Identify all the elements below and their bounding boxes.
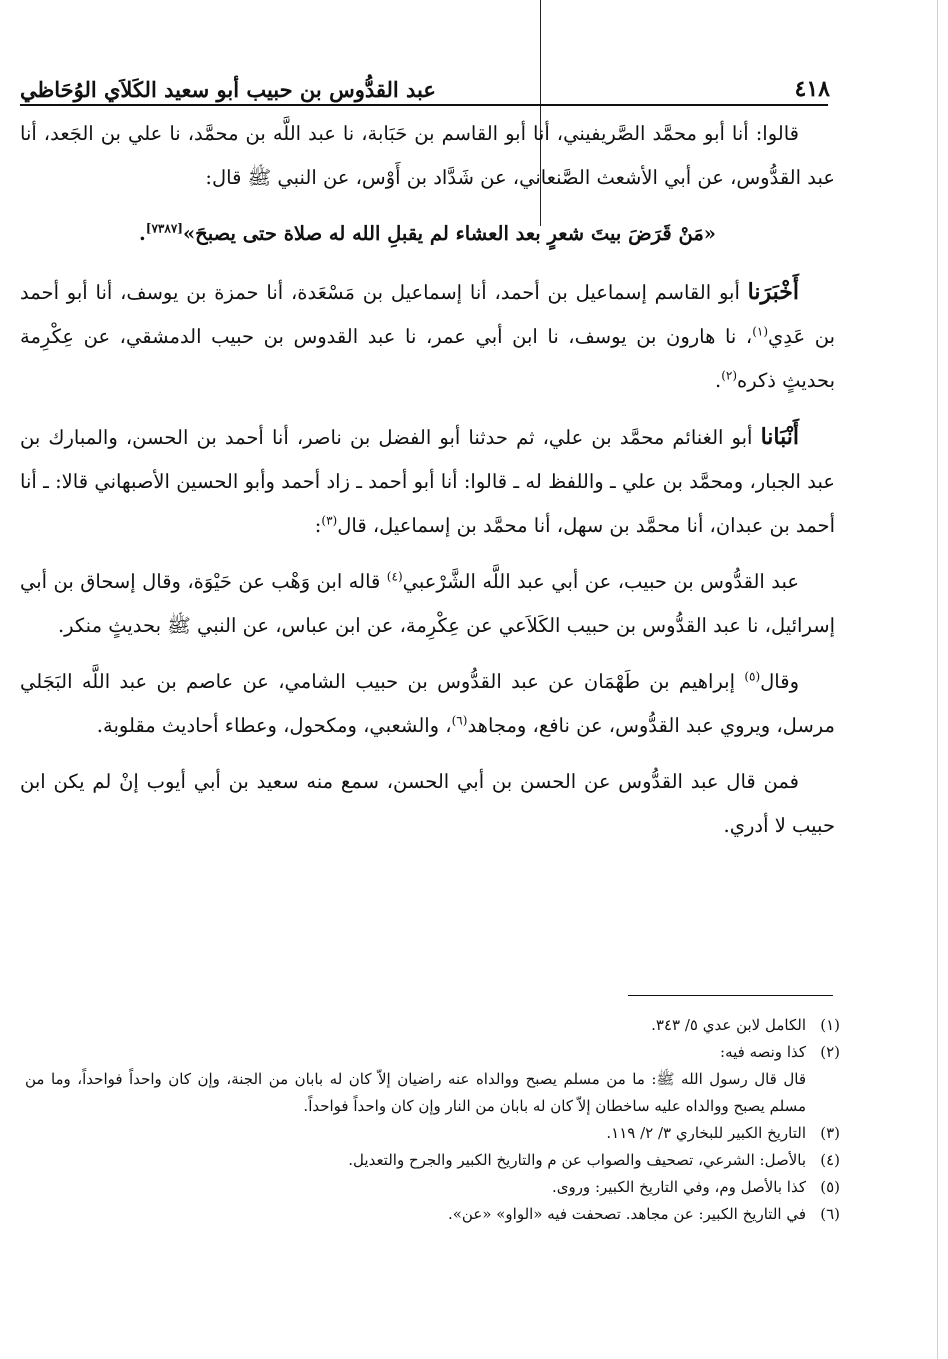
paragraph-5-text-b: إبراهيم بن طَهْمَان عن عبد القدُّوس بن حبيب الشامي، عن عاصم بن عبد اللَّه البَجَلي مرسل، ويروي عبد القدُّوس، عن نافع، ومجاهد xyxy=(20,670,835,737)
paragraph-2-text-c: . xyxy=(715,369,722,392)
footnote-ref-6[interactable]: (٦) xyxy=(451,713,468,728)
footnote-2-quote: قال قال رسول الله ﷺ: ما من مسلم يصبح ووالداه عنه راضيان إلاّ كان له بابان من الجنة، وإن كان واحداً فواحداً، وما من مسلم يصبح ووالداه عليه ساخطان إلاّ كان له بابان من النار وإن كان واحداً فواحداً. xyxy=(25,1070,806,1115)
footnote-1 xyxy=(25,1012,840,1039)
footnote-ref-5[interactable]: (٥) xyxy=(744,669,761,684)
footnote-text: كذا ونصه فيه: xyxy=(720,1043,806,1061)
footnote-4 xyxy=(25,1147,840,1174)
footnote-2 xyxy=(25,1039,840,1066)
footnote-ref-1[interactable]: (١) xyxy=(752,324,769,339)
paragraph-6-text: فمن قال عبد القدُّوس عن الحسن بن أبي الحسن، سمع منه سعيد بن أبي أيوب إنْ لم يكن ابن حبيب لا أدري. xyxy=(20,770,835,837)
paragraph-4-text-a: عبد القدُّوس بن حبيب، عن أبي عبد اللَّه الشَّرْعبي xyxy=(402,570,799,593)
paragraph-1 xyxy=(20,112,835,200)
footnote-ref-2[interactable]: (٢) xyxy=(721,368,738,383)
hadith-number: [٧٣٨٧] xyxy=(145,221,183,236)
paragraph-2-text-b: ، نا هارون بن يوسف، نا ابن أبي عمر، نا عبد القدوس بن حبيب الدمشقي، عن عِكْرِمة بحديثٍ ذكره xyxy=(20,325,835,392)
footnote-number: (٤) xyxy=(820,1151,840,1169)
running-title: عبد القدُّوس بن حبيب أبو سعيد الكَلاَي الوُحَاظي xyxy=(20,77,436,102)
footnote-number: (٢) xyxy=(820,1043,840,1061)
page-number: ٤١٨ xyxy=(794,76,830,102)
main-text xyxy=(20,112,835,860)
page-edge xyxy=(937,0,938,1359)
paragraph-2-lead: أَخْبَرَنا xyxy=(747,279,799,305)
footnote-text: التاريخ الكبير للبخاري ٣/ ٢/ ١١٩. xyxy=(606,1124,806,1142)
paragraph-2-text-a: أبو القاسم إسماعيل بن أحمد، أنا إسماعيل بن مَسْعَدة، أنا حمزة بن يوسف، أنا أبو أحمد بن عَدِي xyxy=(20,281,835,348)
paragraph-4-text-b: قاله ابن وَهْب عن حَيْوَة، وقال إسحاق بن أبي إسرائيل، نا عبد القدُّوس بن حبيب الكَلاَعي عن عِكْرِمة، عن ابن عباس، عن النبي ﷺ بحديثٍ منكر. xyxy=(20,570,835,637)
footnote-text: الكامل لابن عدي ٥/ ٣٤٣. xyxy=(651,1016,806,1034)
paragraph-3-text-b: : xyxy=(314,514,322,537)
footnote-number: (٣) xyxy=(820,1124,840,1142)
paragraph-5-text-a: وقال xyxy=(760,670,799,693)
hadith-text: «مَنْ قَرَضَ بيتَ شعرٍ بعد العشاء لم يقبلِ الله له صلاة حتى يصبحَ»[٧٣٨٧]. xyxy=(139,221,716,245)
paragraph-3-text-a: أبو الغنائم محمَّد بن علي، ثم حدثنا أبو الفضل بن ناصر، أنا أحمد بن الحسن، والمبارك بن عبد الجبار، ومحمَّد بن علي ـ واللفظ له ـ قالوا: أنا أبو أحمد ـ زاد أحمد وأبو الحسين الأصبهاني قالا: ـ أنا أحمد بن عبدان، أنا محمَّد بن سهل، أنا محمَّد بن إسماعيل، قال xyxy=(20,426,835,537)
paragraph-4 xyxy=(20,560,835,648)
paragraph-5 xyxy=(20,660,835,748)
header-rule xyxy=(20,104,828,106)
paragraph-1-text: قالوا: أنا أبو محمَّد الصَّريفيني، أنا أبو القاسم بن حَبَابة، نا عبد اللَّه بن محمَّد، نا علي بن الجَعد، أنا عبد القدُّوس، عن أبي الأشعث الصَّنعاني، عن شَدَّاد بن أَوْس، عن النبي ﷺ قال: xyxy=(20,122,835,189)
paragraph-6 xyxy=(20,760,835,848)
footnote-number: (٥) xyxy=(820,1178,840,1196)
footnote-ref-3[interactable]: (٣) xyxy=(321,513,338,528)
footnote-5 xyxy=(25,1174,840,1201)
paragraph-5-text-c: ، والشعبي، ومكحول، وعطاء أحاديث مقلوبة. xyxy=(96,714,452,737)
footnote-number: (٦) xyxy=(820,1205,840,1223)
footnote-number: (١) xyxy=(820,1016,840,1034)
footnote-text: كذا بالأصل وم، وفي التاريخ الكبير: وروى. xyxy=(551,1178,806,1196)
footnote-3 xyxy=(25,1120,840,1147)
paragraph-2 xyxy=(20,270,835,403)
hadith-quote: «مَنْ قَرَضَ بيتَ شعرٍ بعد العشاء لم يقبلِ الله له صلاة حتى يصبحَ» xyxy=(182,222,716,245)
footnote-separator xyxy=(628,995,833,996)
footnote-text: بالأصل: الشرعي، تصحيف والصواب عن م والتاريخ الكبير والجرح والتعديل. xyxy=(348,1151,806,1169)
paragraph-3 xyxy=(20,415,835,548)
page-header xyxy=(20,52,830,102)
footnote-6 xyxy=(25,1201,840,1228)
footnote-ref-4[interactable]: (٤) xyxy=(386,569,403,584)
footnotes xyxy=(25,1012,840,1228)
footnote-text: في التاريخ الكبير: عن مجاهد. تصحفت فيه «الواو» «عن». xyxy=(447,1205,806,1223)
paragraph-3-lead: أَنْبَانا xyxy=(760,424,799,450)
